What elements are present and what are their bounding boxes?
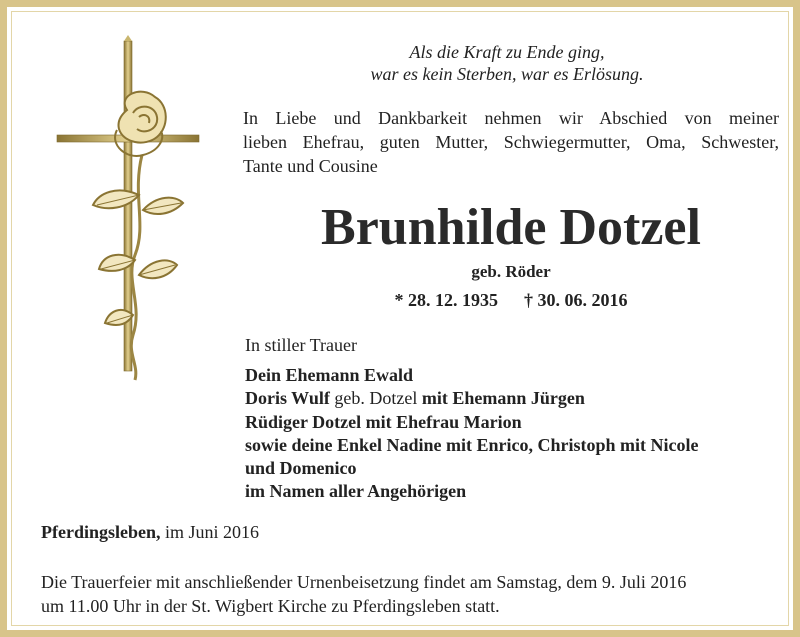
funeral-line-1: Die Trauerfeier mit anschließender Urnenbeisetzung findet am Samstag, dem 9. Juli 2016 — [41, 572, 687, 592]
death-date: † 30. 06. 2016 — [524, 290, 628, 310]
mourner-line: und Domenico — [245, 458, 357, 479]
mourner-line — [245, 387, 775, 410]
mourner-line: Rüdiger Dotzel mit Ehefrau Marion — [245, 411, 522, 432]
funeral-line-2: um 11.00 Uhr in der St. Wigbert Kirche zu Pferdingsleben statt. — [41, 596, 500, 616]
deceased-name: Brunhilde Dotzel — [321, 199, 701, 256]
birth-date: * 28. 12. 1935 — [394, 290, 498, 310]
place-name: Pferdingsleben, — [41, 522, 161, 542]
mourner-line: im Namen aller Angehörigen — [245, 481, 467, 502]
mourning-heading: In stiller Trauer — [245, 335, 357, 355]
mourner-birth-name: geb. Dotzel — [329, 388, 422, 409]
intro-text — [243, 106, 779, 178]
place-and-date — [41, 521, 259, 543]
mourner-spouse: mit Ehemann Jürgen — [421, 388, 585, 409]
mourner-line: sowie deine Enkel Nadine mit Enrico, Christoph mit Nicole — [245, 434, 699, 455]
cross-with-rose-icon — [47, 35, 207, 395]
motto-line-1: Als die Kraft zu Ende ging, — [409, 42, 605, 62]
life-dates — [243, 289, 779, 311]
mourners-list — [245, 364, 775, 504]
motto-verse — [247, 41, 767, 85]
mourner-name: Doris Wulf — [245, 388, 330, 409]
intro-line-1: In Liebe und Dankbarkeit nehmen wir Abschied von meiner — [243, 108, 779, 128]
intro-line-2: lieben Ehefrau, guten Mutter, Schwiegermutter, Oma, Schwester, — [243, 132, 779, 152]
notice-date: im Juni 2016 — [160, 522, 260, 542]
intro-line-3: Tante und Cousine — [243, 156, 378, 176]
mourner-line: Dein Ehemann Ewald — [245, 365, 414, 385]
birth-name: geb. Röder — [471, 262, 551, 281]
motto-line-2: war es kein Sterben, war es Erlösung. — [370, 64, 644, 84]
funeral-info — [41, 570, 781, 618]
